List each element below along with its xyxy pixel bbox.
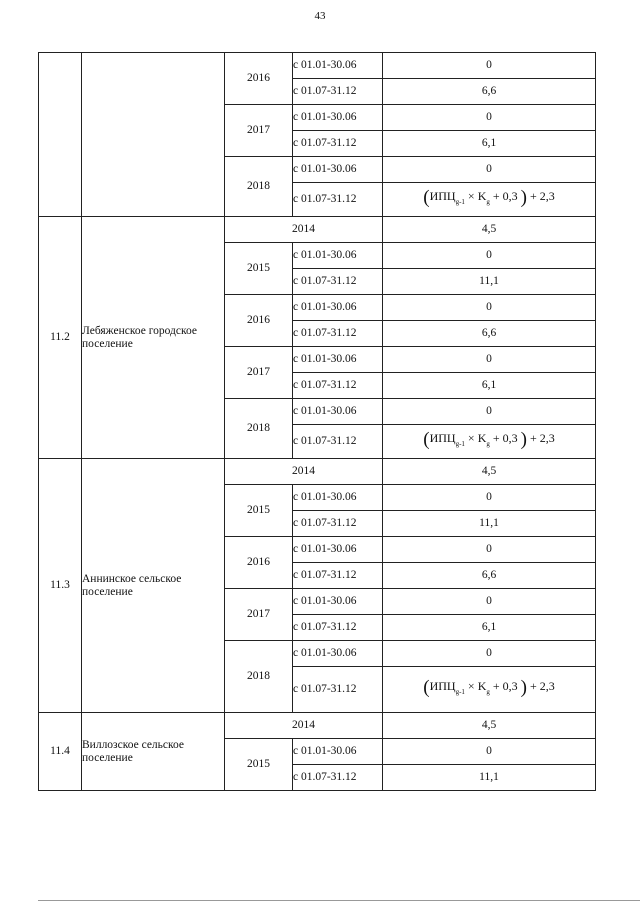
plus-inner: + 0,3 [492, 679, 518, 693]
settlement-name [82, 53, 225, 217]
plus-outer: + 2,3 [529, 189, 555, 203]
period-cell: с 01.01-30.06 [293, 485, 383, 511]
section-number [39, 53, 82, 217]
year-cell: 2014 [225, 713, 383, 739]
year-cell: 2017 [225, 105, 293, 157]
formula-cell [383, 183, 596, 217]
close-paren-glyph: ) [520, 187, 527, 208]
value-cell: 4,5 [383, 217, 596, 243]
year-cell: 2015 [225, 243, 293, 295]
k-subscript: g [486, 688, 490, 696]
year-cell: 2016 [225, 53, 293, 105]
table-row [39, 459, 596, 485]
year-cell: 2014 [225, 217, 383, 243]
ipc-subscript: g-1 [455, 440, 465, 448]
open-paren-glyph: ( [423, 429, 430, 450]
k-subscript: g [486, 198, 490, 206]
period-cell: с 01.07-31.12 [293, 765, 383, 791]
value-cell: 0 [383, 485, 596, 511]
value-cell: 11,1 [383, 511, 596, 537]
k-symbol: K [477, 189, 487, 203]
value-cell: 0 [383, 105, 596, 131]
times-sign: × [467, 189, 475, 203]
value-cell: 6,6 [383, 321, 596, 347]
value-cell: 0 [383, 157, 596, 183]
year-cell: 2018 [225, 641, 293, 713]
ipc-symbol: ИПЦ [429, 679, 456, 693]
section-number: 11.3 [39, 459, 82, 713]
period-cell: с 01.07-31.12 [293, 183, 383, 217]
section-number: 11.2 [39, 217, 82, 459]
period-cell: с 01.01-30.06 [293, 295, 383, 321]
value-cell: 0 [383, 295, 596, 321]
period-cell: с 01.07-31.12 [293, 269, 383, 295]
year-cell: 2016 [225, 537, 293, 589]
period-cell: с 01.01-30.06 [293, 589, 383, 615]
period-cell: с 01.07-31.12 [293, 563, 383, 589]
settlement-name: Виллозское сельское поселение [82, 713, 225, 791]
close-paren-glyph: ) [520, 677, 527, 698]
tariff-formula [423, 677, 555, 698]
period-cell: с 01.07-31.12 [293, 511, 383, 537]
value-cell: 0 [383, 537, 596, 563]
value-cell: 0 [383, 399, 596, 425]
period-cell: с 01.01-30.06 [293, 105, 383, 131]
period-cell: с 01.07-31.12 [293, 425, 383, 459]
section-number: 11.4 [39, 713, 82, 791]
table-row [39, 53, 596, 79]
period-cell: с 01.01-30.06 [293, 641, 383, 667]
value-cell: 0 [383, 243, 596, 269]
year-cell: 2015 [225, 739, 293, 791]
value-cell: 0 [383, 739, 596, 765]
k-symbol: K [477, 431, 487, 445]
value-cell: 6,6 [383, 79, 596, 105]
plus-inner: + 0,3 [492, 189, 518, 203]
year-cell: 2018 [225, 399, 293, 459]
period-cell: с 01.07-31.12 [293, 615, 383, 641]
ipc-symbol: ИПЦ [429, 189, 456, 203]
page-number: 43 [314, 10, 326, 22]
value-cell: 4,5 [383, 459, 596, 485]
value-cell: 6,6 [383, 563, 596, 589]
tariff-formula [423, 429, 555, 450]
close-paren-glyph: ) [520, 429, 527, 450]
ipc-subscript: g-1 [455, 688, 465, 696]
times-sign: × [467, 431, 475, 445]
ipc-subscript: g-1 [455, 198, 465, 206]
times-sign: × [467, 679, 475, 693]
tariff-table-body [39, 53, 596, 791]
period-cell: с 01.01-30.06 [293, 53, 383, 79]
settlement-name: Аннинское сельское поселение [82, 459, 225, 713]
value-cell: 6,1 [383, 615, 596, 641]
year-cell: 2014 [225, 459, 383, 485]
period-cell: с 01.07-31.12 [293, 667, 383, 713]
tariff-table [38, 52, 596, 791]
year-cell: 2016 [225, 295, 293, 347]
period-cell: с 01.01-30.06 [293, 739, 383, 765]
table-row [39, 217, 596, 243]
period-cell: с 01.01-30.06 [293, 399, 383, 425]
value-cell: 11,1 [383, 269, 596, 295]
k-symbol: K [477, 679, 487, 693]
value-cell: 0 [383, 641, 596, 667]
table-row [39, 713, 596, 739]
period-cell: с 01.07-31.12 [293, 79, 383, 105]
open-paren-glyph: ( [423, 187, 430, 208]
period-cell: с 01.07-31.12 [293, 373, 383, 399]
value-cell: 6,1 [383, 373, 596, 399]
settlement-name: Лебяженское городское поселение [82, 217, 225, 459]
value-cell: 0 [383, 53, 596, 79]
year-cell: 2015 [225, 485, 293, 537]
page-bottom-rule [38, 900, 640, 901]
value-cell: 4,5 [383, 713, 596, 739]
period-cell: с 01.01-30.06 [293, 157, 383, 183]
value-cell: 0 [383, 589, 596, 615]
plus-inner: + 0,3 [492, 431, 518, 445]
tariff-formula [423, 187, 555, 208]
plus-outer: + 2,3 [529, 431, 555, 445]
period-cell: с 01.01-30.06 [293, 537, 383, 563]
year-cell: 2018 [225, 157, 293, 217]
formula-cell [383, 667, 596, 713]
period-cell: с 01.01-30.06 [293, 243, 383, 269]
ipc-symbol: ИПЦ [429, 431, 456, 445]
year-cell: 2017 [225, 347, 293, 399]
period-cell: с 01.07-31.12 [293, 321, 383, 347]
year-cell: 2017 [225, 589, 293, 641]
period-cell: с 01.07-31.12 [293, 131, 383, 157]
formula-cell [383, 425, 596, 459]
period-cell: с 01.01-30.06 [293, 347, 383, 373]
value-cell: 6,1 [383, 131, 596, 157]
plus-outer: + 2,3 [529, 679, 555, 693]
value-cell: 0 [383, 347, 596, 373]
value-cell: 11,1 [383, 765, 596, 791]
k-subscript: g [486, 440, 490, 448]
open-paren-glyph: ( [423, 677, 430, 698]
